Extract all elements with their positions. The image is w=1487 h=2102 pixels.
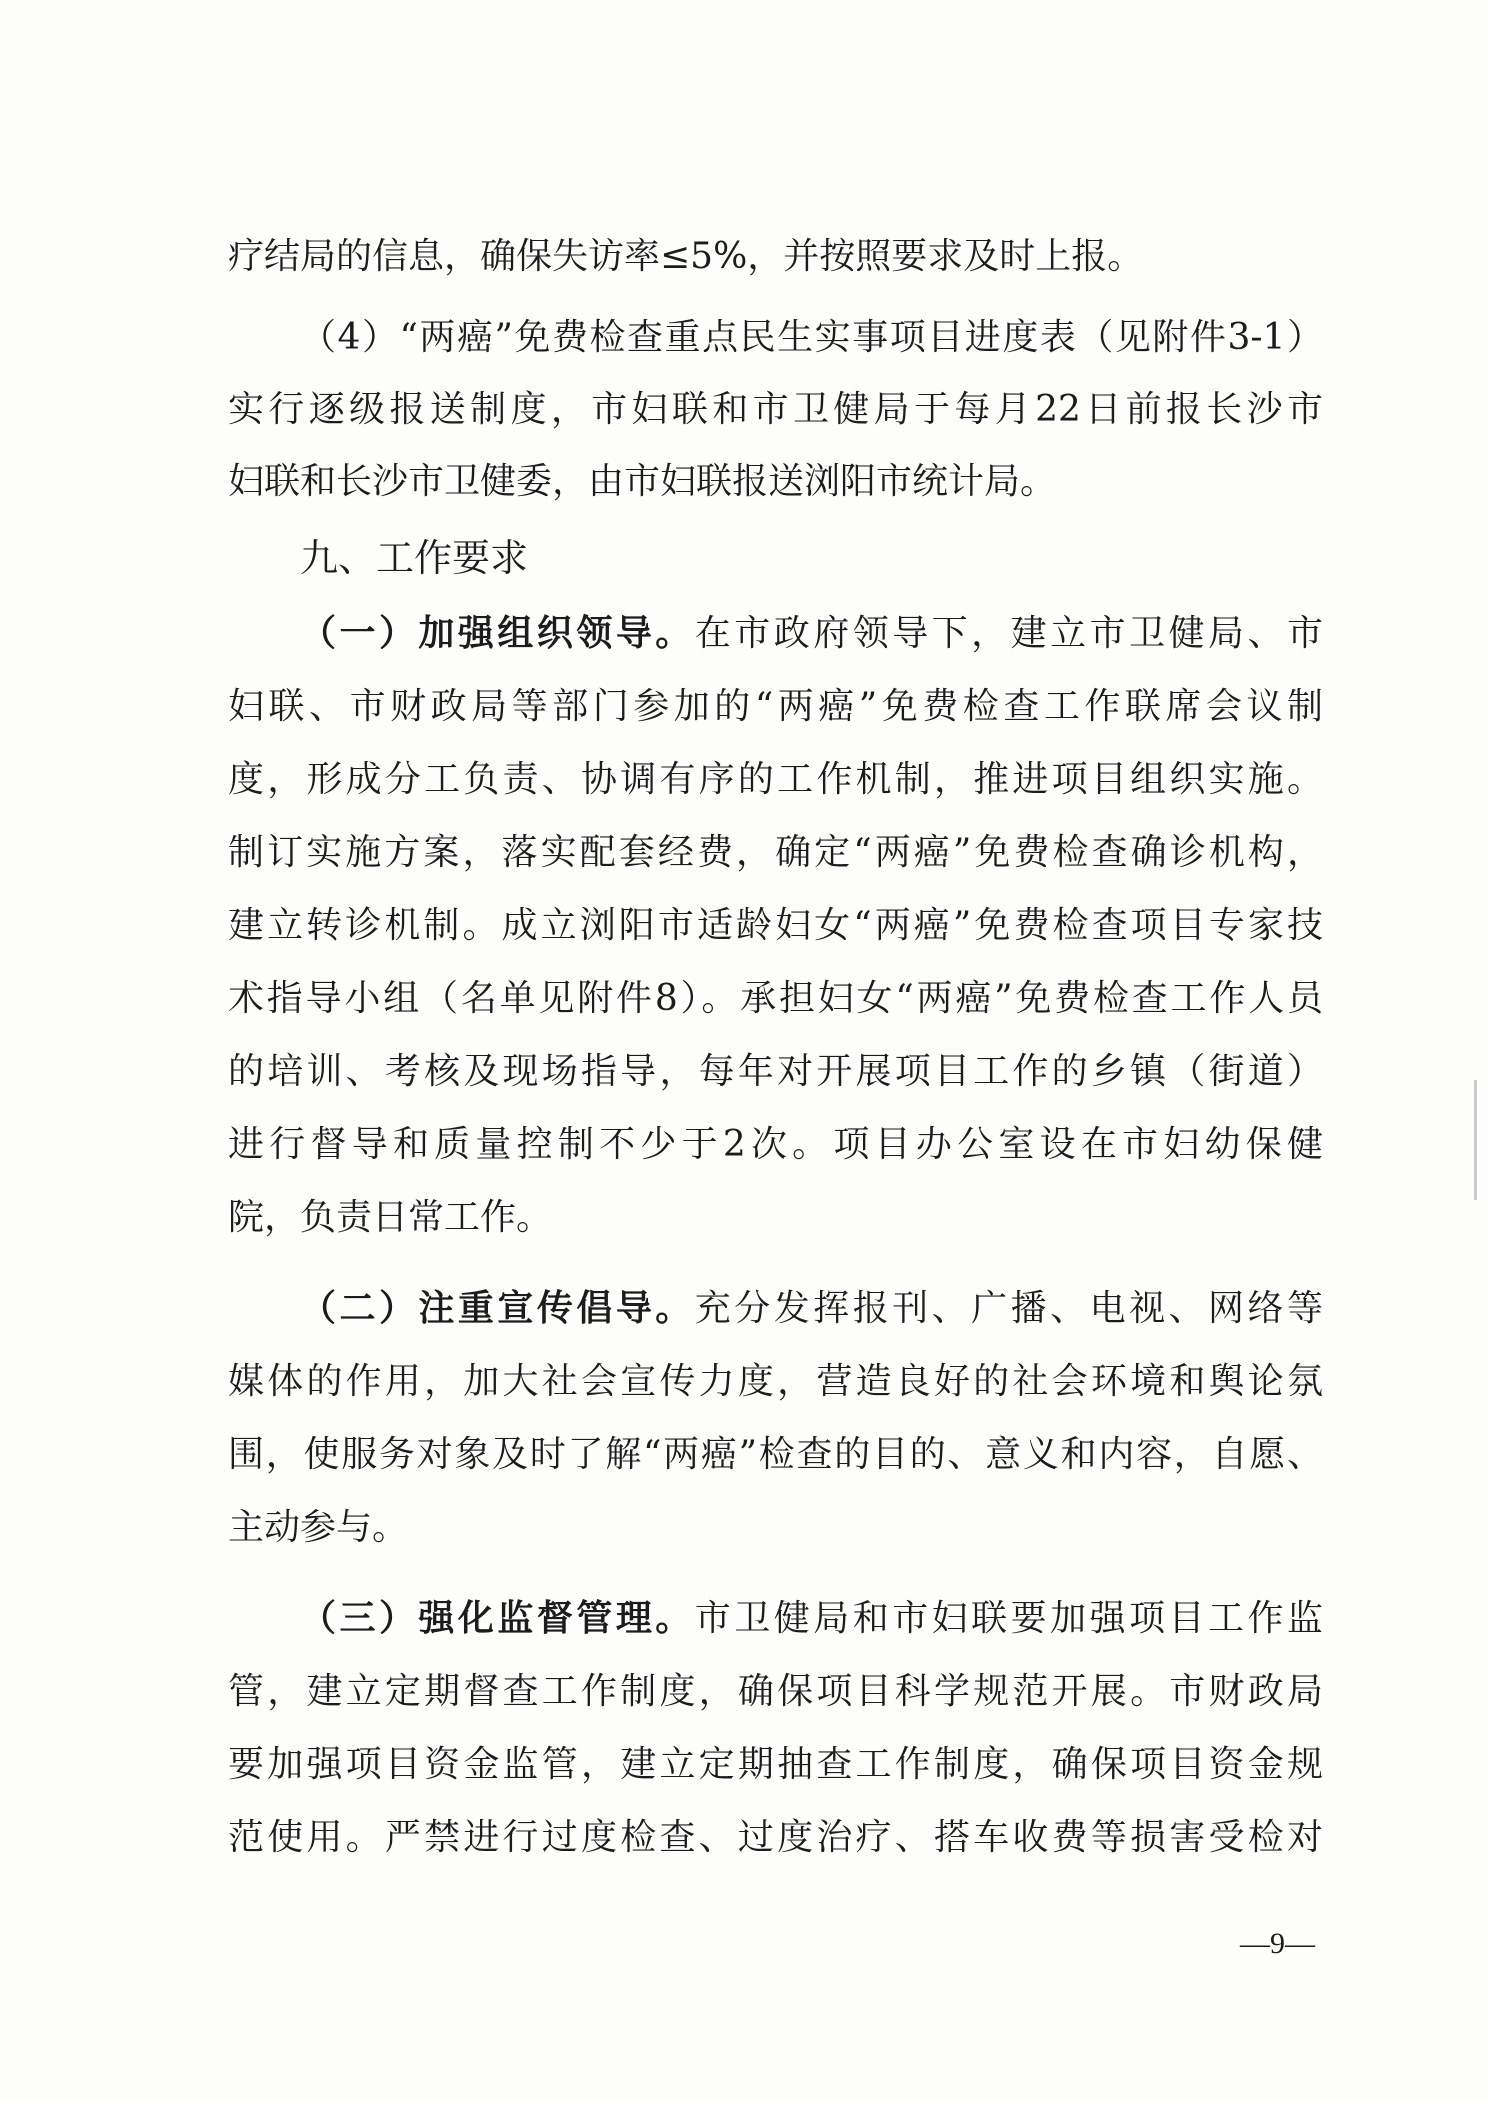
- text-line: 管，建立定期督查工作制度，确保项目科学规范开展。市财政局: [228, 1671, 1323, 1712]
- page-number: —9—: [1240, 1927, 1315, 1960]
- text-line: 术指导小组（名单见附件8）。承担妇女“两癌”免费检查工作人员: [228, 978, 1323, 1019]
- paragraph-text: 充分发挥报刊、广播、电视、网络等: [694, 1288, 1323, 1329]
- text-line: 媒体的作用，加大社会宣传力度，营造良好的社会环境和舆论氛: [228, 1361, 1323, 1402]
- text-line: 要加强项目资金监管，建立定期抽查工作制度，确保项目资金规: [228, 1744, 1323, 1785]
- paragraph-lead: （三）强化监督管理。: [300, 1598, 695, 1639]
- paragraph-first-line: [300, 1595, 1323, 1643]
- text-line: 建立转诊机制。成立浏阳市适龄妇女“两癌”免费检查项目专家技: [228, 905, 1323, 946]
- section-heading: 九、工作要求: [300, 536, 529, 580]
- paragraph-first-line: [300, 610, 1323, 658]
- text-line: 制订实施方案，落实配套经费，确定“两癌”免费检查确诊机构，: [228, 832, 1323, 873]
- text-line: 范使用。严禁进行过度检查、过度治疗、搭车收费等损害受检对: [228, 1817, 1323, 1858]
- text-line: 的培训、考核及现场指导，每年对开展项目工作的乡镇（街道）: [228, 1051, 1323, 1092]
- paragraph-lead: （二）注重宣传倡导。: [300, 1288, 695, 1329]
- text-line: 疗结局的信息，确保失访率≤5%，并按照要求及时上报。: [228, 236, 1144, 277]
- paragraph-lead: （一）加强组织领导。: [300, 613, 695, 654]
- paragraph-text: 市卫健局和市妇联要加强项目工作监: [694, 1598, 1323, 1639]
- paragraph-first-line: [300, 1285, 1323, 1333]
- text-line: 实行逐级报送制度，市妇联和市卫健局于每月22日前报长沙市: [228, 389, 1323, 430]
- text-line: （4）“两癌”免费检查重点民生实事项目进度表（见附件3-1）: [300, 317, 1323, 358]
- text-line: 度，形成分工负责、协调有序的工作机制，推进项目组织实施。: [228, 759, 1323, 800]
- paragraph-text: 在市政府领导下，建立市卫健局、市: [694, 613, 1323, 654]
- scan-edge-mark: [1474, 1080, 1477, 1200]
- text-line: 进行督导和质量控制不少于2次。项目办公室设在市妇幼保健: [228, 1124, 1323, 1165]
- text-line: 主动参与。: [228, 1507, 409, 1548]
- text-line: 院，负责日常工作。: [228, 1197, 553, 1238]
- text-line: 妇联和长沙市卫健委，由市妇联报送浏阳市统计局。: [228, 461, 1057, 502]
- text-line: 妇联、市财政局等部门参加的“两癌”免费检查工作联席会议制: [228, 686, 1323, 727]
- text-line: 围，使服务对象及时了解“两癌”检查的目的、意义和内容，自愿、: [228, 1434, 1323, 1475]
